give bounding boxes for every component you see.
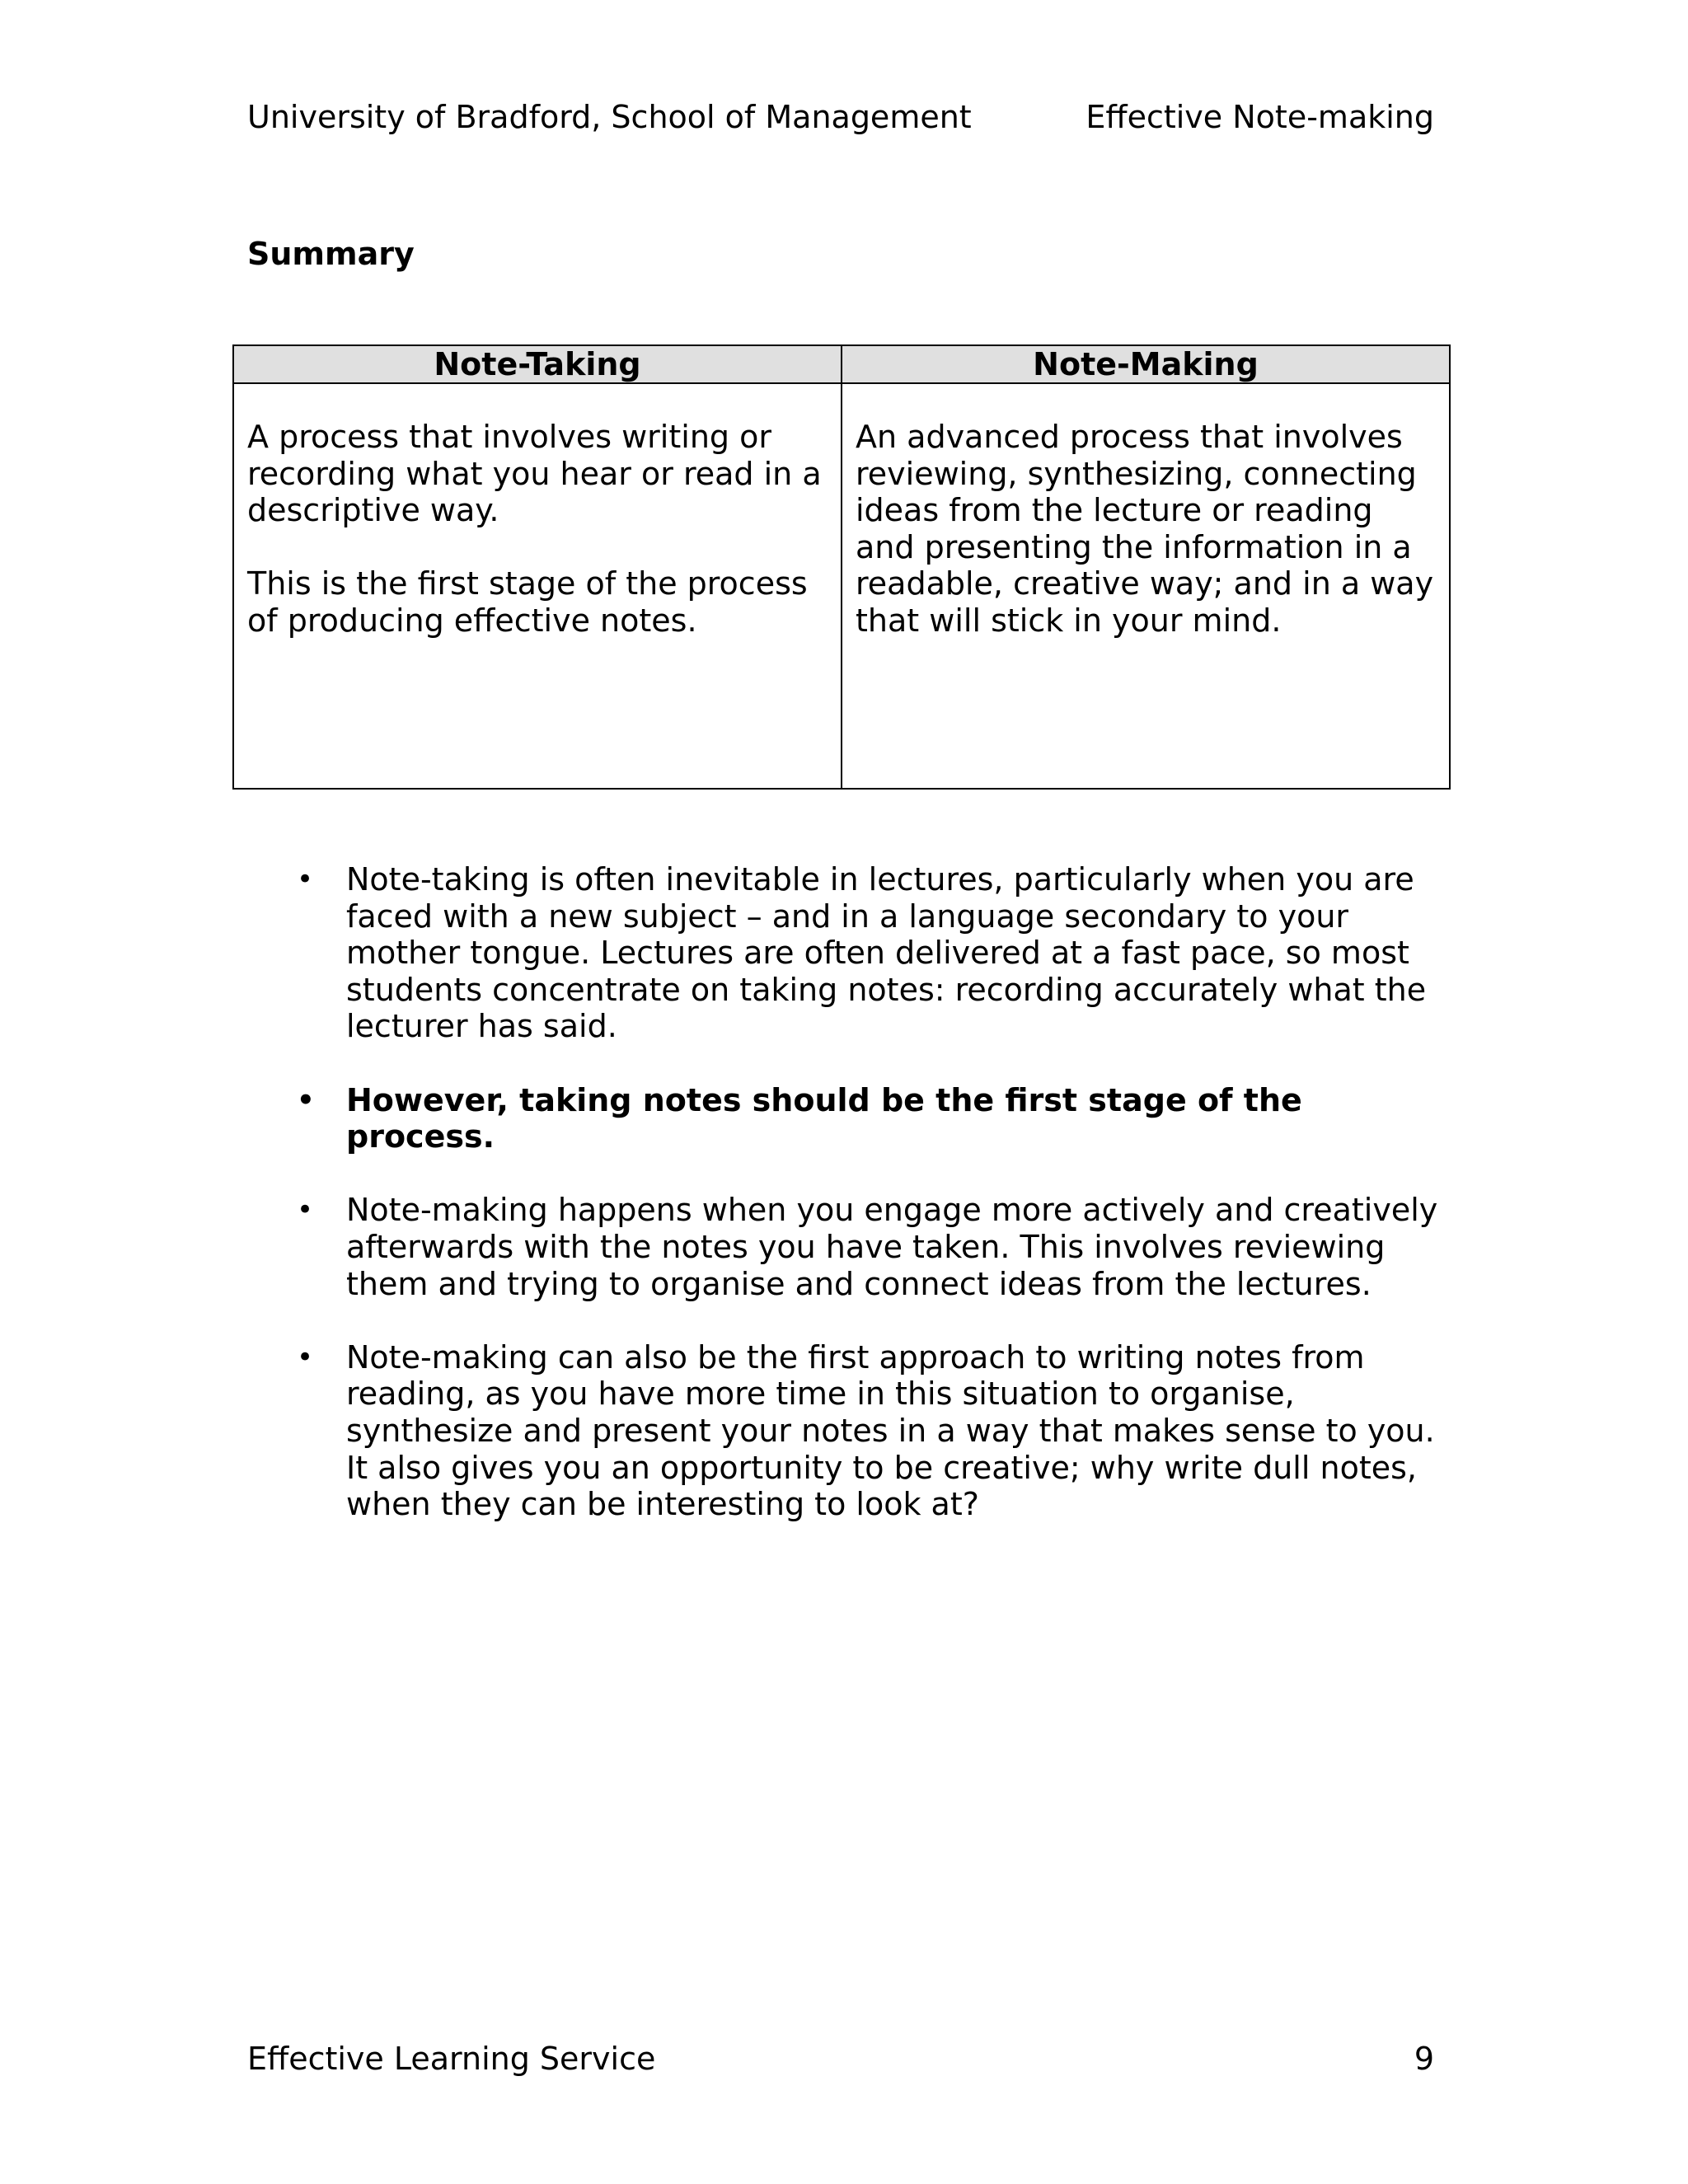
list-item-text: Note-making happens when you engage more actively and creatively afterwards with the notes you have taken. This involves reviewing them and trying to organise and connect ideas from the lectures. xyxy=(346,1192,1438,1302)
table-row xyxy=(233,383,1450,789)
bullet-icon: • xyxy=(297,1193,314,1227)
page-number: 9 xyxy=(1414,2041,1434,2077)
table-header-row xyxy=(233,345,1450,383)
bullet-icon: • xyxy=(297,1340,314,1374)
section-title-summary: Summary xyxy=(247,236,415,272)
note-taking-cell xyxy=(233,383,842,789)
header-institution: University of Bradford, School of Management xyxy=(247,99,972,135)
list-item xyxy=(297,1338,1451,1523)
note-taking-definition: A process that involves writing or recording what you hear or read in a descriptive way. xyxy=(247,419,822,528)
list-item xyxy=(297,861,1451,1045)
list-item xyxy=(297,1192,1451,1302)
list-item xyxy=(297,1081,1451,1155)
list-item-text: However, taking notes should be the first stage of the process. xyxy=(346,1081,1302,1155)
footer-service-name: Effective Learning Service xyxy=(247,2041,656,2077)
header-document-title: Effective Note-making xyxy=(1085,99,1434,135)
note-taking-stage: This is the first stage of the process of producing effective notes. xyxy=(247,565,808,639)
column-header-note-making: Note-Making xyxy=(842,345,1450,383)
comparison-table xyxy=(232,344,1451,790)
column-header-note-taking: Note-Taking xyxy=(233,345,842,383)
note-making-definition: An advanced process that involves reviewing, synthesizing, connecting ideas from the lecture or reading and presenting the information in a readable, creative way; and in a way that will stick in your mind. xyxy=(856,419,1434,639)
bullet-icon: • xyxy=(297,863,314,896)
list-item-text: Note-making can also be the first approach to writing notes from reading, as you have more time in this situation to organise, synthesize and present your notes in a way that makes sense to you. It also gives you an opportunity to be creative; why write dull notes, when they can be interesting to look at? xyxy=(346,1338,1435,1523)
note-making-cell xyxy=(842,383,1450,789)
list-item-text: Note-taking is often inevitable in lectures, particularly when you are faced with a new subject – and in a language secondary to your mother tongue. Lectures are often delivered at a fast pace, so most students concentrate on taking notes: recording accurately what the lecturer has said. xyxy=(346,861,1427,1045)
bullet-list xyxy=(297,861,1451,1559)
bullet-icon: • xyxy=(297,1083,315,1117)
